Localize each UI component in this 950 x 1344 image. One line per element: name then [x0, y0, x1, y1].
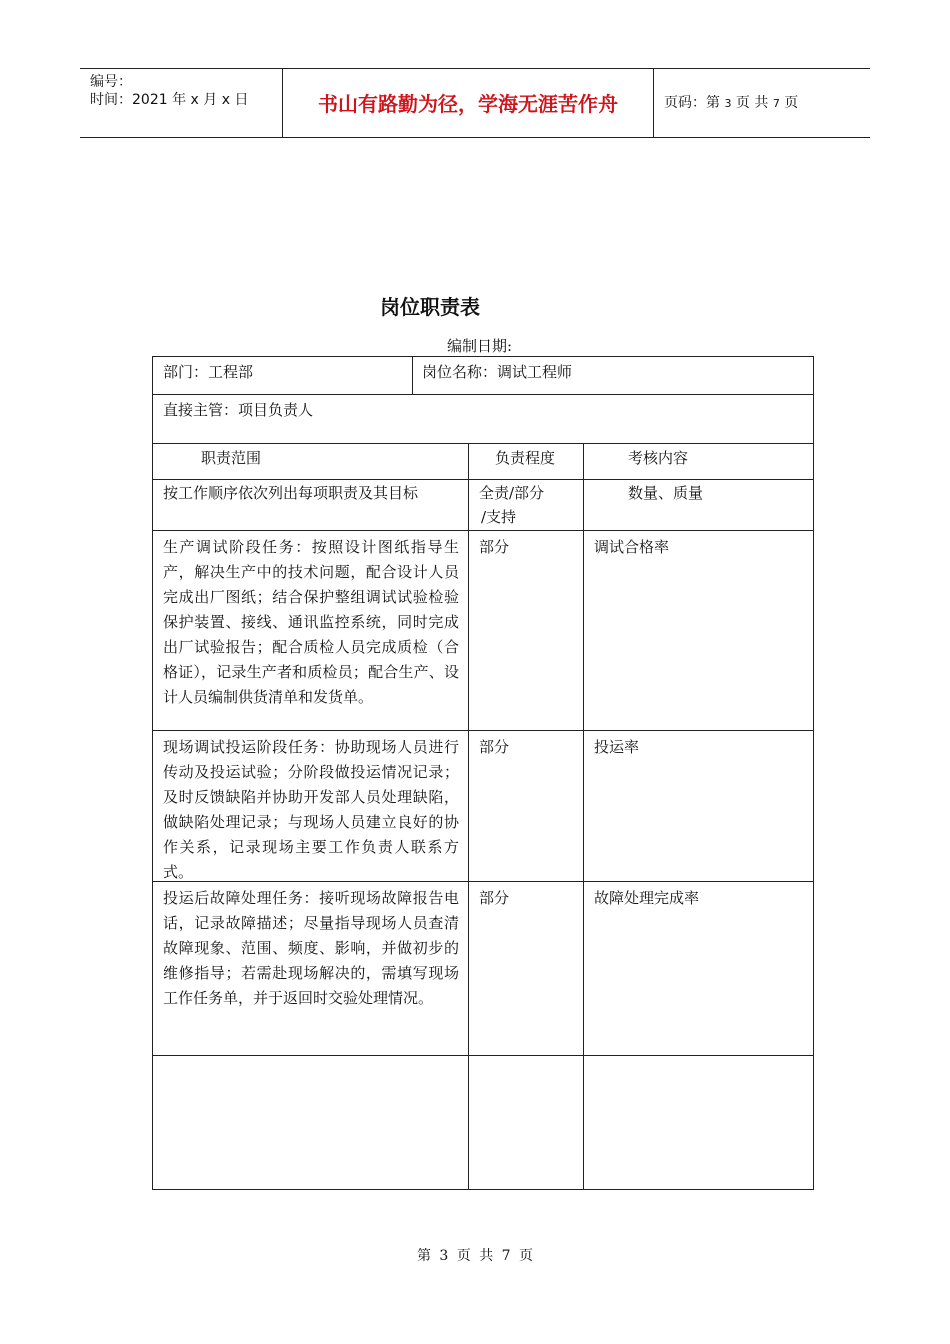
duty-degree-text: 部分 — [479, 738, 510, 756]
guide-degree-line2: /支持 — [481, 508, 517, 526]
empty-assessment-cell — [584, 1056, 813, 1189]
footer-page-current: 3 — [439, 1248, 449, 1264]
duty-assessment-cell — [584, 531, 813, 730]
guide-assessment-cell — [584, 480, 813, 530]
duty-degree-cell — [469, 531, 584, 730]
position-cell — [413, 357, 813, 394]
duty-degree-text: 部分 — [479, 889, 510, 907]
guide-degree-line1: 全责/部分 — [479, 484, 545, 502]
document-time-label: 时间：2021 年 x 月 x 日 — [90, 92, 249, 108]
department-text: 部门：工程部 — [163, 363, 254, 381]
footer-suffix: 页 — [519, 1248, 534, 1264]
table-row-guide — [153, 480, 813, 531]
guide-scope-text: 按工作顺序依次列出每项职责及其目标 — [163, 484, 419, 502]
table-row-empty — [153, 1056, 813, 1189]
header-cell-assessment — [584, 444, 813, 479]
header-page-indicator — [664, 93, 798, 114]
table-row-duty-production — [153, 531, 813, 731]
department-cell — [153, 357, 413, 394]
duty-scope-cell — [153, 882, 469, 1055]
footer-page-total: 7 — [501, 1248, 511, 1264]
motto-text: 书山有路勤为径，学海无涯苦作舟 — [318, 92, 618, 116]
duty-assessment-cell — [584, 882, 813, 1055]
table-row-duty-commissioning — [153, 731, 813, 882]
header-page-total: 7 — [772, 97, 780, 110]
page-header — [80, 68, 870, 138]
header-page-middle: 页 共 — [735, 95, 769, 111]
guide-degree-cell — [469, 480, 584, 530]
footer-prefix: 第 — [416, 1248, 431, 1264]
duty-table — [152, 356, 814, 1190]
table-row-duty-fault-handling — [153, 882, 813, 1056]
duty-assessment-cell — [584, 731, 813, 881]
header-page-prefix: 页码：第 — [664, 95, 720, 111]
empty-degree-cell — [469, 1056, 584, 1189]
duty-assessment-text: 调试合格率 — [594, 538, 670, 556]
duty-degree-text: 部分 — [479, 538, 510, 556]
compile-date-label: 编制日期: — [447, 337, 513, 355]
document-number-label: 编号： — [90, 74, 132, 90]
header-info-cell — [80, 69, 283, 137]
page-footer — [0, 1246, 950, 1266]
col-header-scope: 职责范围 — [201, 449, 262, 467]
header-page-suffix: 页 — [784, 95, 799, 111]
duty-scope-text: 现场调试投运阶段任务：协助现场人员进行传动及投运试验；分阶段做投运情况记录；及时反馈缺陷并协助开发部人员处理缺陷，做缺陷处理记录；与现场人员建立良好的协作关系，记录现场主要工作负责人联系方式。 — [163, 738, 459, 881]
table-row-department — [153, 357, 813, 395]
duty-assessment-text: 故障处理完成率 — [594, 889, 700, 907]
guide-scope-cell — [153, 480, 469, 530]
header-cell-degree — [469, 444, 584, 479]
table-header-row — [153, 444, 813, 480]
duty-scope-cell — [153, 531, 469, 730]
duty-scope-text: 生产调试阶段任务：按照设计图纸指导生产，解决生产中的技术问题，配合设计人员完成出厂图纸；结合保护整组调试试验检验保护装置、接线、通讯监控系统，同时完成出厂试验报告；配合质检人员完成质检（合格证），记录生产者和质检员；配合生产、设计人员编制供货清单和发货单。 — [163, 538, 459, 706]
header-page-current: 3 — [724, 97, 732, 110]
duty-scope-text: 投运后故障处理任务：接听现场故障报告电话，记录故障描述；尽量指导现场人员查清故障现象、范围、频度、影响，并做初步的维修指导；若需赴现场解决的，需填写现场工作任务单，并于返回时交验处理情况。 — [163, 889, 459, 1007]
duty-assessment-text: 投运率 — [594, 738, 640, 756]
duty-scope-cell — [153, 731, 469, 881]
page-title: 岗位职责表 — [380, 295, 480, 319]
col-header-degree: 负责程度 — [495, 449, 556, 467]
duty-degree-cell — [469, 731, 584, 881]
header-motto-cell — [283, 69, 654, 137]
header-cell-scope — [153, 444, 469, 479]
col-header-assessment: 考核内容 — [628, 449, 689, 467]
duty-degree-cell — [469, 882, 584, 1055]
header-page-cell — [654, 69, 870, 137]
empty-scope-cell — [153, 1056, 469, 1189]
footer-middle: 页 共 — [456, 1248, 494, 1264]
position-text: 岗位名称：调试工程师 — [422, 363, 573, 381]
supervisor-text: 直接主管：项目负责人 — [163, 401, 314, 419]
guide-assessment-text: 数量、质量 — [628, 484, 704, 502]
supervisor-cell — [153, 395, 813, 443]
table-row-supervisor — [153, 395, 813, 444]
